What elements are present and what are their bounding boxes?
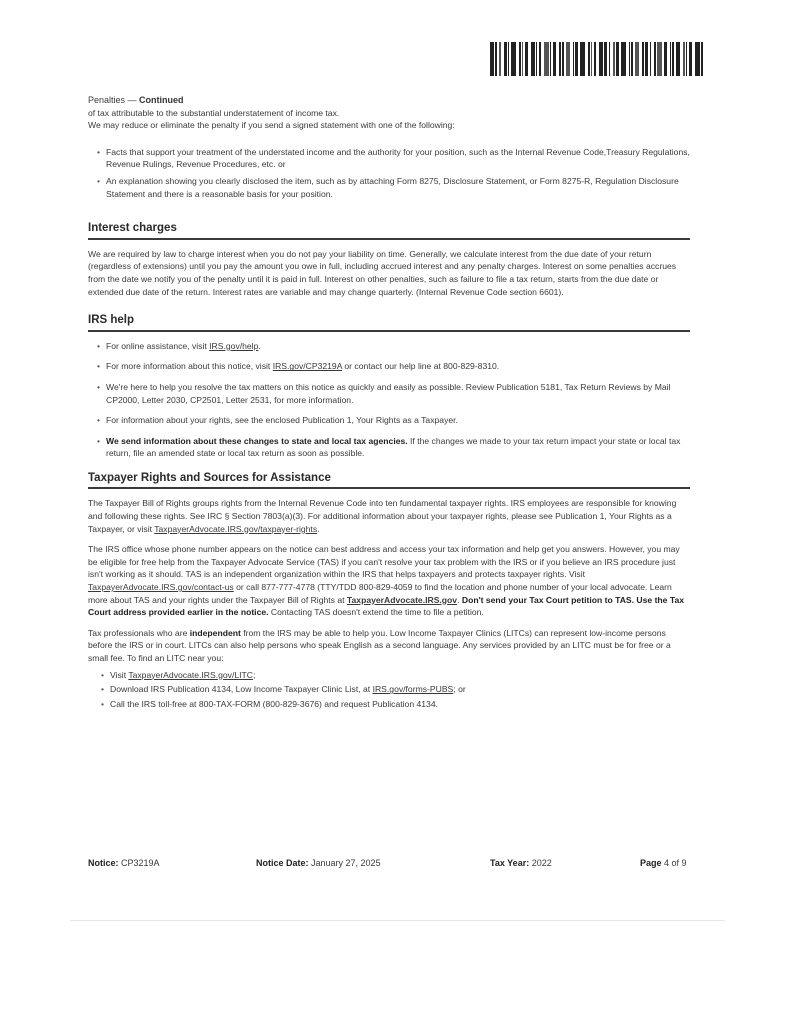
barcode-image xyxy=(490,42,712,76)
continued-word: Continued xyxy=(139,95,184,105)
penalty-list xyxy=(88,146,690,200)
footer-label: Tax Year: xyxy=(490,858,530,868)
barcode-bar xyxy=(604,42,607,76)
footer-value: 2022 xyxy=(529,858,552,868)
list-item: • We're here to help you resolve the tax matters on this notice as quickly and easily as possible. Review Publication 5181, Tax Return Reviews by Mail CP2000, Letter 2030, CP2501, Letter 2531, for more information. xyxy=(98,381,690,406)
litc-text: ; xyxy=(252,669,256,680)
litc-text: Visit xyxy=(110,669,129,680)
barcode-bar xyxy=(588,42,590,76)
barcode-bar xyxy=(676,42,680,76)
continued-section: Penalties xyxy=(88,95,126,105)
barcode-bar xyxy=(566,42,570,76)
barcode-bar xyxy=(508,42,509,76)
notice-footer xyxy=(88,858,692,868)
footer-value: CP3219A xyxy=(118,858,160,868)
divider xyxy=(70,920,725,921)
footer-notice xyxy=(88,858,256,868)
tas-home-link[interactable]: TaxpayerAdvocate.IRS.gov xyxy=(346,594,458,605)
continued-dash: — xyxy=(125,95,140,105)
list-item xyxy=(98,340,690,353)
list-item: • An explanation showing you clearly disclosed the item, such as by attaching Form 8275, Disclosure Statement, or Form 8275-R, Regulation Disclosure Statement and there is a reasonable basis for your position. xyxy=(98,175,690,200)
help-text: . xyxy=(258,340,261,351)
help-list xyxy=(88,340,690,460)
state-agencies-notice: We send information about these changes to state and local tax agencies. xyxy=(106,435,408,446)
rights-text: The Taxpayer Bill of Rights groups rights from the Internal Revenue Code into ten fundamental taxpayer rights. IRS employees are responsible for knowing and following these rights. See IRC § Section 7803(a)(3). For additional information about your taxpayer rights, please see Publication 1, Your Rights as a Taxpayer, or visit xyxy=(88,498,677,534)
footer-label: Notice: xyxy=(88,858,119,868)
barcode-bar xyxy=(525,42,528,76)
footer-value: 4 of 9 xyxy=(661,858,687,868)
barcode-bar xyxy=(511,42,516,76)
cp3219a-link[interactable]: IRS.gov/CP3219A xyxy=(272,361,342,372)
barcode-bar xyxy=(539,42,541,76)
barcode-bar xyxy=(672,42,674,76)
barcode-bar xyxy=(695,42,700,76)
footer-value: January 27, 2025 xyxy=(308,858,381,868)
footer-tax-year xyxy=(490,858,640,868)
help-text: If the changes we made to your tax return impact your state or local tax return, file an amended state or local tax return as soon as possible. xyxy=(106,435,681,459)
irs-help-section xyxy=(88,314,690,460)
interest-body: We are required by law to charge interest when you do not pay your liability on time. Generally, we calculate interest from the due date of your return (regardless of extensions) until you pay the amount you owe in full, including accrued interest and any penalty charges. Interest on some penalties accrues from the date we notify you of the penalty until it is paid in full. Interest on other penalties, such as failure to file a tax return, starts from the due date or extended due date of the return. Interest rates are variable and may change quarterly. (Internal Revenue Code section 6601). xyxy=(88,248,677,297)
list-item: • Facts that support your treatment of the understated income and the authority for your position, such as the Internal Revenue Code,Treasury Regulations, Revenue Rulings, Revenue Procedures, etc. or xyxy=(98,146,690,171)
footer-label: Page xyxy=(640,858,662,868)
footer-date xyxy=(256,858,490,868)
list-item: • For information about your rights, see the enclosed Publication 1, Your Rights as a Taxpayer. xyxy=(98,414,690,427)
barcode-bar xyxy=(559,42,561,76)
barcode-bar xyxy=(495,42,497,76)
barcode-bar xyxy=(562,42,564,76)
list-item xyxy=(102,669,690,682)
litc-text: Download IRS Publication 4134, Low Income Taxpayer Clinic List, at xyxy=(110,684,373,695)
barcode-bar xyxy=(536,42,537,76)
list-item xyxy=(98,360,690,373)
list-item xyxy=(102,683,690,696)
barcode-bar xyxy=(631,42,633,76)
section-heading: Interest charges xyxy=(88,222,690,240)
barcode-bar xyxy=(599,42,603,76)
rights-text: Tax professionals who are xyxy=(88,627,190,638)
help-text: For more information about this notice, visit xyxy=(106,361,273,372)
barcode-bar xyxy=(490,42,494,76)
barcode-bar xyxy=(701,42,703,76)
footer-label: Notice Date: xyxy=(256,858,309,868)
footer-page xyxy=(640,858,687,868)
tas-contact-link[interactable]: TaxpayerAdvocate.IRS.gov/contact-us xyxy=(88,582,234,593)
penalty-text-2: We may reduce or eliminate the penalty if you send a signed statement with one of the following: xyxy=(88,120,455,131)
barcode-bar xyxy=(613,42,615,76)
rights-text: from the IRS may be able to help you. Low Income Taxpayer Clinics (LITCs) can represent low-income persons before the IRS or in court. LITCs can also help persons who speak English as a second language. Any services provided by an LITC must be for free or a small fee. To find an LITC near you: xyxy=(88,627,671,663)
continued-heading xyxy=(88,94,690,107)
barcode-bar xyxy=(645,42,648,76)
rights-text: or call 877-777-4778 (TTY/TDD 800-829-4059 to find the location and phone number of your local advocate. Learn more about TAS and your rights under the Taxpayer Bill of Rights at xyxy=(88,582,672,605)
barcode-bar xyxy=(621,42,626,76)
barcode-bar xyxy=(616,42,619,76)
section-heading: IRS help xyxy=(88,314,690,332)
help-text: For online assistance, visit xyxy=(106,340,210,351)
penalty-text-1: of tax attributable to the substantial understatement of income tax. xyxy=(88,107,340,118)
rights-paragraph-3 xyxy=(88,627,690,665)
barcode-bar xyxy=(609,42,610,76)
rights-text: . xyxy=(457,594,462,605)
barcode-bar xyxy=(629,42,630,76)
tax-court-warning: Don't send your Tax Court petition to TAS. Use the Tax Court address provided earlier in the notice. xyxy=(88,594,685,618)
barcode-bar xyxy=(544,42,549,76)
rights-text: Contacting TAS doesn't extend the time to file a petition. xyxy=(268,607,484,618)
barcode-bar xyxy=(689,42,692,76)
barcode-bar xyxy=(686,42,687,76)
barcode-bar xyxy=(504,42,507,76)
litc-link[interactable]: TaxpayerAdvocate.IRS.gov/LITC xyxy=(128,669,253,680)
barcode-bar xyxy=(522,42,523,76)
barcode-bar xyxy=(650,42,651,76)
barcode-bar xyxy=(654,42,656,76)
list-item: • Call the IRS toll-free at 800-TAX-FORM (800-829-3676) and request Publication 4134. xyxy=(102,698,690,711)
barcode-bar xyxy=(642,42,644,76)
barcode-bar xyxy=(499,42,501,76)
barcode-bar xyxy=(580,42,585,76)
taxpayer-rights-section xyxy=(88,472,690,711)
barcode-bar xyxy=(594,42,596,76)
irs-help-link[interactable]: IRS.gov/help xyxy=(209,340,259,351)
litc-list xyxy=(88,669,690,711)
independent-word: independent xyxy=(189,627,241,638)
interest-section xyxy=(88,222,690,298)
barcode-bar xyxy=(531,42,535,76)
barcode-bar xyxy=(683,42,685,76)
rights-paragraph-2 xyxy=(88,543,690,619)
rights-text: The IRS office whose phone number appears on the notice can best address and access your tax information and help get you answers. However, you may be eligible for free help from the Taxpayer Advocate Service (TAS) if you can't resolve your tax problem with the IRS or if you believe an IRS procedure just isn't working as it should. TAS is an independent organization within the IRS that helps taxpayers and protects taxpayer rights. Visit xyxy=(88,544,680,580)
forms-pubs-link[interactable]: IRS.gov/forms-PUBS xyxy=(372,684,454,695)
barcode-bar xyxy=(657,42,662,76)
rights-text: . xyxy=(317,523,320,534)
help-text: or contact our help line at 800-829-8310. xyxy=(341,361,500,372)
barcode-bar xyxy=(519,42,521,76)
rights-paragraph-1 xyxy=(88,497,690,535)
section-heading: Taxpayer Rights and Sources for Assistance xyxy=(88,472,690,490)
barcode-bar xyxy=(591,42,592,76)
barcode-bar xyxy=(635,42,639,76)
barcode-bar xyxy=(575,42,578,76)
barcode-bar xyxy=(664,42,667,76)
list-item xyxy=(98,435,690,460)
notice-page xyxy=(88,94,690,712)
taxpayer-rights-link[interactable]: TaxpayerAdvocate.IRS.gov/taxpayer-rights xyxy=(154,523,318,534)
barcode-bar xyxy=(670,42,671,76)
barcode-bar xyxy=(550,42,551,76)
barcode-bar xyxy=(573,42,574,76)
barcode-bar xyxy=(553,42,556,76)
litc-text: ; or xyxy=(453,684,466,695)
